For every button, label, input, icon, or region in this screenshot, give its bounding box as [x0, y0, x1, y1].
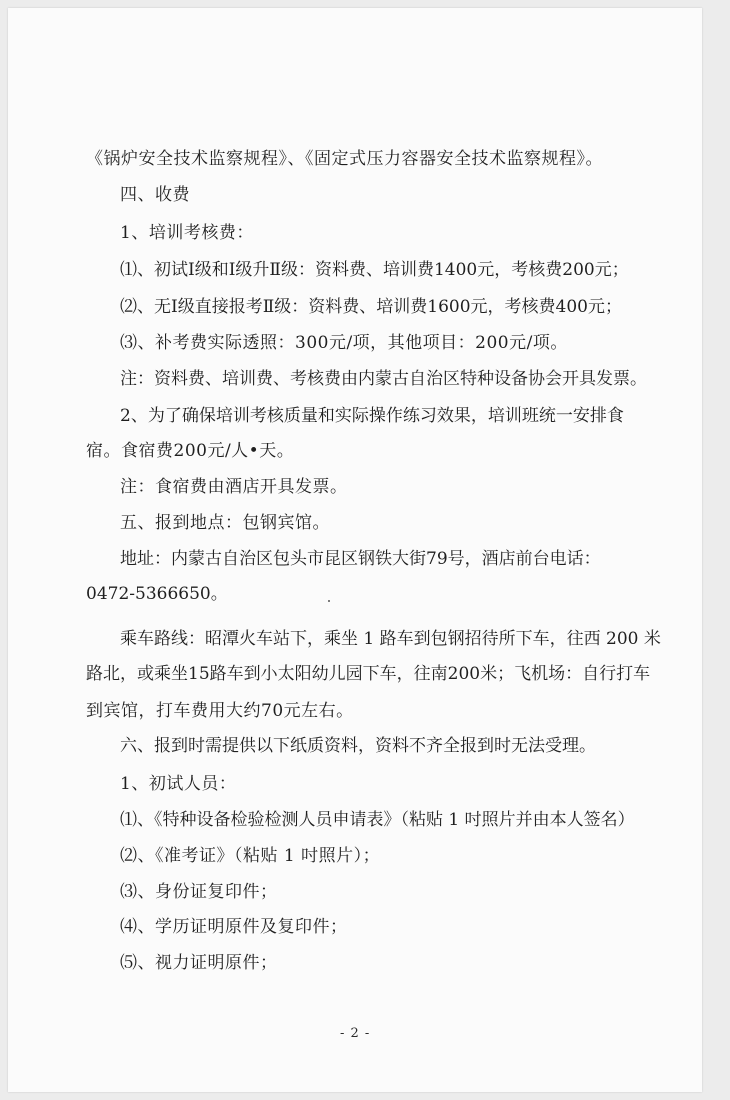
- doc-line-training-fee: 1、培训考核费：: [120, 223, 254, 243]
- doc-line-route-3: 到宾馆，打车费用大约70元左右。: [86, 701, 354, 721]
- doc-line-phone: 0472-5366650。: [86, 584, 228, 604]
- doc-line-first-exam: 1、初试人员：: [120, 774, 237, 794]
- section-heading-documents: 六、报到时需提供以下纸质资料，资料不齐全报到时无法受理。: [120, 736, 596, 756]
- doc-line-regulations: 《锅炉安全技术监察规程》、《固定式压力容器安全技术监察规程》。: [86, 149, 603, 169]
- page-number: - 2 -: [340, 1026, 371, 1041]
- doc-line-doc-item-2: ⑵、《准考证》（粘贴 1 吋照片）；: [120, 846, 381, 866]
- doc-line-hotel-invoice-note: 注：食宿费由酒店开具发票。: [120, 477, 348, 497]
- doc-line-accommodation: 2、为了确保培训考核质量和实际操作练习效果，培训班统一安排食: [120, 406, 624, 426]
- doc-line-fee-item-3: ⑶、补考费实际透照：300元/项，其他项目：200元/项。: [120, 333, 568, 353]
- doc-line-route-1: 乘车路线：昭潭火车站下，乘坐 1 路车到包钢招待所下车，往西 200 米: [120, 629, 661, 649]
- doc-line-accommodation-cont: 宿。食宿费200元/人•天。: [86, 441, 295, 461]
- section-heading-location: 五、报到地点：包钢宾馆。: [120, 513, 330, 533]
- doc-line-doc-item-5: ⑸、视力证明原件；: [120, 953, 278, 973]
- doc-line-doc-item-4: ⑷、学历证明原件及复印件；: [120, 917, 348, 937]
- scan-speck: [328, 600, 330, 602]
- doc-line-doc-item-1: ⑴、《特种设备检验检测人员申请表》（粘贴 1 吋照片并由本人签名）: [120, 810, 635, 830]
- document-page: [8, 8, 702, 1092]
- doc-line-route-2: 路北，或乘坐15路车到小太阳幼儿园下车，往南200米；飞机场：自行打车: [86, 664, 651, 684]
- doc-line-fee-item-1: ⑴、初试Ⅰ级和Ⅰ级升Ⅱ级：资料费、培训费1400元，考核费200元；: [120, 260, 629, 280]
- doc-line-fee-item-2: ⑵、无Ⅰ级直接报考Ⅱ级：资料费、培训费1600元，考核费400元；: [120, 297, 622, 317]
- doc-line-doc-item-3: ⑶、身份证复印件；: [120, 882, 278, 902]
- doc-line-address: 地址：内蒙古自治区包头市昆区钢铁大街79号，酒店前台电话：: [120, 549, 601, 569]
- section-heading-fees: 四、收费: [120, 185, 190, 205]
- doc-line-invoice-note: 注：资料费、培训费、考核费由内蒙古自治区特种设备协会开具发票。: [120, 369, 647, 389]
